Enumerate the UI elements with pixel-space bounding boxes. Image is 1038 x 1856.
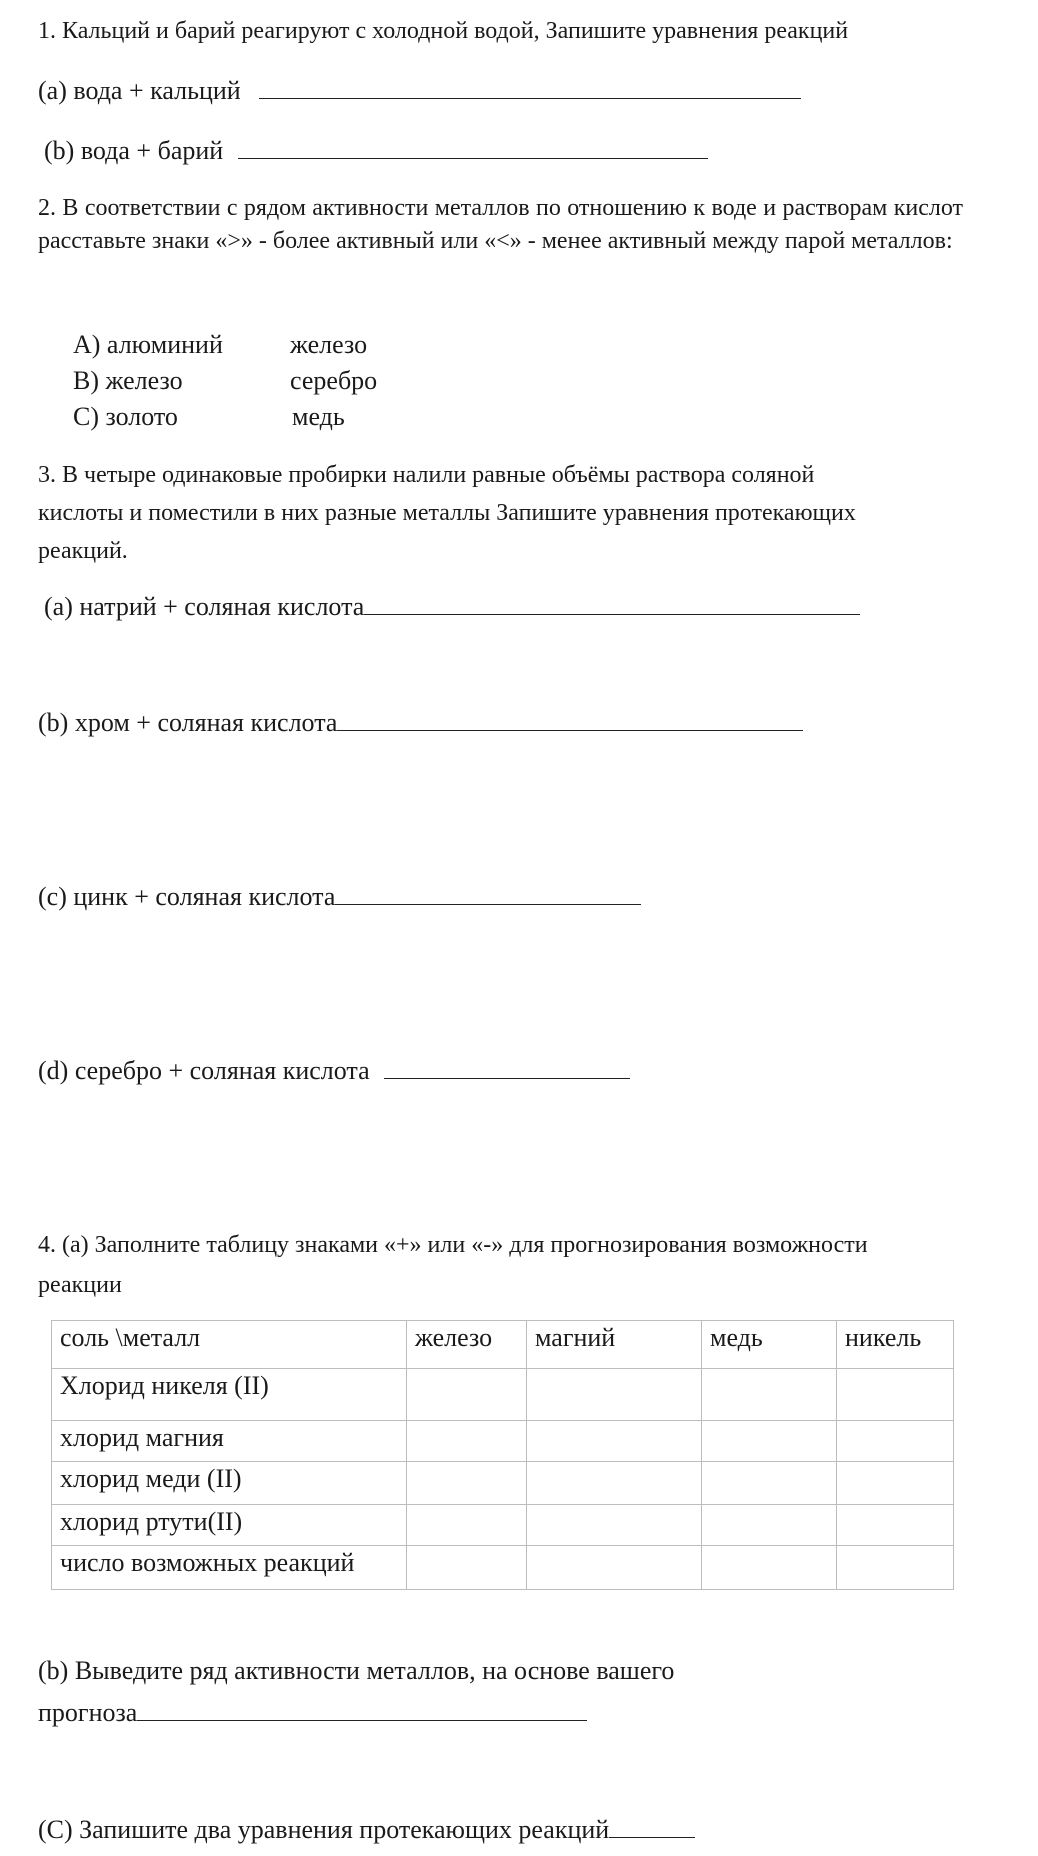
- q2-pair-left-2: B) железо: [73, 366, 183, 395]
- q3-text-line1: 3. В четыре одинаковые пробирки налили равные объёмы раствора соляной: [38, 462, 815, 488]
- table-header-cell: медь: [702, 1321, 837, 1369]
- q2-pair-left-1: A) алюминий: [73, 330, 223, 359]
- q4-b-line1: (b) Выведите ряд активности металлов, на основе вашего: [38, 1656, 675, 1685]
- table-input-cell[interactable]: [837, 1421, 954, 1462]
- table-input-cell[interactable]: [527, 1505, 702, 1546]
- q3-text-line2: кислоты и поместили в них разные металлы Запишите уравнения протекающих: [38, 500, 856, 526]
- q1-b: [44, 136, 708, 166]
- table-input-cell[interactable]: [837, 1462, 954, 1505]
- table-input-cell[interactable]: [837, 1546, 954, 1590]
- q4-text-line2: реакции: [38, 1272, 122, 1298]
- answer-blank-q3-d[interactable]: [384, 1056, 630, 1079]
- reaction-table: [51, 1320, 954, 1590]
- table-input-cell[interactable]: [702, 1369, 837, 1421]
- q2-pair-right-3: медь: [292, 402, 345, 431]
- q3-text-line3: реакций.: [38, 538, 128, 564]
- q1-title: 1. Кальций и барий реагируют с холодной водой, Запишите уравнения реакций: [38, 18, 849, 44]
- q2-text: 2. В соответствии с рядом активности металлов по отношению к воде и растворам кислот расставьте знаки «>» - более активный или «<» - менее активный между парой металлов:: [38, 195, 963, 254]
- q3-d-label: (d) серебро + соляная кислота: [38, 1056, 370, 1085]
- table-input-cell[interactable]: [837, 1369, 954, 1421]
- q3-b-label: (b) хром + соляная кислота: [38, 708, 338, 737]
- table-row: [52, 1421, 954, 1462]
- answer-blank-q3-b[interactable]: [337, 708, 803, 731]
- answer-blank-q4-c[interactable]: [609, 1815, 695, 1838]
- table-header-row: [52, 1321, 954, 1369]
- table-input-cell[interactable]: [702, 1546, 837, 1590]
- table-row-label: хлорид магния: [52, 1421, 407, 1462]
- q3-d: [38, 1056, 630, 1086]
- q3-c-label: (c) цинк + соляная кислота: [38, 882, 336, 911]
- table-input-cell[interactable]: [527, 1462, 702, 1505]
- q1-b-label: (b) вода + барий: [44, 136, 224, 165]
- answer-blank-q3-c[interactable]: [335, 882, 641, 905]
- table-row-label: число возможных реакций: [52, 1546, 407, 1590]
- table-header-cell: никель: [837, 1321, 954, 1369]
- table-row-label: хлорид ртути(II): [52, 1505, 407, 1546]
- table-input-cell[interactable]: [702, 1462, 837, 1505]
- q3-a-label: (a) натрий + соляная кислота: [44, 592, 365, 621]
- answer-blank-q3-a[interactable]: [364, 592, 860, 615]
- q3-a: [44, 592, 860, 622]
- table-header-cell: соль \металл: [52, 1321, 407, 1369]
- table-input-cell[interactable]: [837, 1505, 954, 1546]
- table-input-cell[interactable]: [407, 1462, 527, 1505]
- table-row: [52, 1505, 954, 1546]
- table-row: [52, 1369, 954, 1421]
- table-input-cell[interactable]: [407, 1546, 527, 1590]
- answer-blank-q4-b[interactable]: [137, 1698, 587, 1721]
- table-header-cell: магний: [527, 1321, 702, 1369]
- table-input-cell[interactable]: [702, 1421, 837, 1462]
- table-row: [52, 1546, 954, 1590]
- table-input-cell[interactable]: [527, 1421, 702, 1462]
- q3-c: [38, 882, 641, 912]
- q4-b-line2: [38, 1698, 587, 1728]
- q2-pair-right-2: серебро: [290, 366, 378, 395]
- answer-blank-q1-a[interactable]: [259, 76, 801, 99]
- q1-a-label: (a) вода + кальций: [38, 76, 241, 105]
- q3-b: [38, 708, 803, 738]
- table-row-label: Хлорид никеля (II): [52, 1369, 407, 1421]
- q4-b-label: прогноза: [38, 1698, 138, 1727]
- table-input-cell[interactable]: [407, 1421, 527, 1462]
- q4-c-label: (С) Запишите два уравнения протекающих реакций: [38, 1815, 610, 1844]
- q2-pair-right-1: железо: [290, 330, 368, 359]
- q2-pair-left-3: C) золото: [73, 402, 178, 431]
- table-input-cell[interactable]: [407, 1369, 527, 1421]
- q1-a: [38, 76, 801, 106]
- table-input-cell[interactable]: [407, 1505, 527, 1546]
- q4-text-line1: 4. (а) Заполните таблицу знаками «+» или «-» для прогнозирования возможности: [38, 1232, 868, 1258]
- table-input-cell[interactable]: [527, 1546, 702, 1590]
- q4-c: [38, 1815, 695, 1845]
- table-header-cell: железо: [407, 1321, 527, 1369]
- table-row-label: хлорид меди (II): [52, 1462, 407, 1505]
- table-row: [52, 1462, 954, 1505]
- table-input-cell[interactable]: [527, 1369, 702, 1421]
- table-input-cell[interactable]: [702, 1505, 837, 1546]
- answer-blank-q1-b[interactable]: [238, 136, 708, 159]
